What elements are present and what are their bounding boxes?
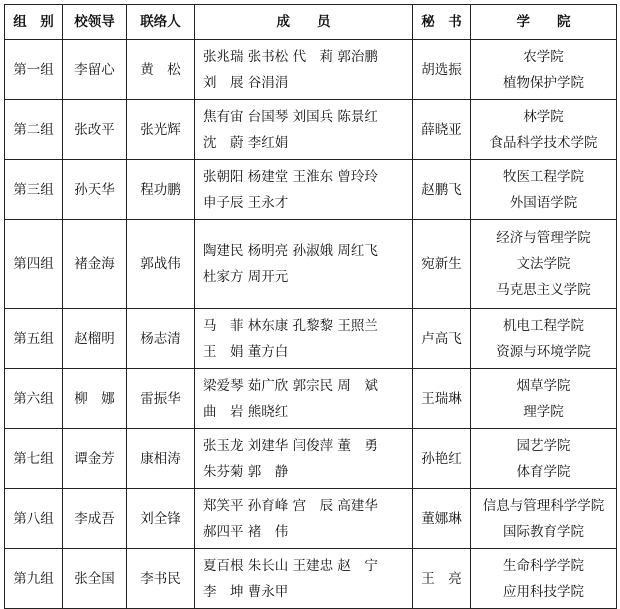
- member-line: 李 坤 曹永甲: [203, 583, 289, 600]
- group-table-container: [4, 4, 617, 609]
- cell-colleges: [471, 160, 617, 220]
- cell-secretary: 王 亮: [413, 549, 471, 609]
- member-line: 马 菲 林东康 孔黎黎 王照兰: [203, 317, 378, 334]
- cell-leader: 孙天华: [63, 160, 127, 220]
- member-line: 张兆瑞 张书松 代 莉 郭治鹏: [203, 48, 378, 65]
- member-line: 郑笑平 孙育峰 宫 辰 高建华: [203, 497, 378, 514]
- header-contact: 联络人: [127, 5, 195, 40]
- cell-contact: 李书民: [127, 549, 195, 609]
- member-line: 朱芬菊 郭 静: [203, 463, 289, 480]
- table-row: [5, 100, 617, 160]
- college-line: 经济与管理学院: [496, 230, 591, 246]
- cell-leader: 赵榴明: [63, 309, 127, 369]
- header-leader: 校领导: [63, 5, 127, 40]
- member-line: 夏百根 朱长山 王建忠 赵 宁: [203, 557, 378, 574]
- cell-colleges: [471, 220, 617, 309]
- cell-leader: 张改平: [63, 100, 127, 160]
- cell-group: 第一组: [5, 40, 63, 100]
- college-line: 信息与管理科学学院: [482, 497, 605, 514]
- member-line: 梁爱琴 茹广欣 郭宗民 周 斌: [203, 377, 378, 394]
- cell-leader: 张全国: [63, 549, 127, 609]
- college-line: 理学院: [523, 403, 564, 420]
- member-line: 申子辰 王永才: [203, 194, 289, 211]
- college-line: 烟草学院: [516, 377, 571, 394]
- cell-members: [195, 40, 413, 100]
- cell-contact: 杨志清: [127, 309, 195, 369]
- cell-secretary: 宛新生: [413, 220, 471, 309]
- college-line: 应用科技学院: [503, 583, 584, 600]
- header-row: [5, 5, 617, 40]
- cell-leader: 褚金海: [63, 220, 127, 309]
- cell-leader: 柳 娜: [63, 369, 127, 429]
- cell-group: 第二组: [5, 100, 63, 160]
- cell-members: [195, 429, 413, 489]
- cell-members: [195, 160, 413, 220]
- college-line: 食品科学技术学院: [489, 134, 598, 151]
- cell-leader: 李成吾: [63, 489, 127, 549]
- member-line: 焦有宙 台国琴 刘国兵 陈景红: [203, 108, 378, 125]
- table-row: [5, 160, 617, 220]
- cell-colleges: [471, 369, 617, 429]
- college-line: 机电工程学院: [503, 317, 584, 334]
- member-line: 张玉龙 刘建华 闫俊萍 董 勇: [203, 437, 378, 454]
- header-college: 学 院: [471, 5, 617, 40]
- group-assignment-table: [4, 4, 617, 609]
- cell-group: 第六组: [5, 369, 63, 429]
- cell-group: 第五组: [5, 309, 63, 369]
- cell-group: 第四组: [5, 220, 63, 309]
- cell-contact: 康相涛: [127, 429, 195, 489]
- cell-secretary: 孙艳红: [413, 429, 471, 489]
- cell-colleges: [471, 429, 617, 489]
- college-line: 国际教育学院: [503, 523, 584, 540]
- table-row: [5, 549, 617, 609]
- member-line: 刘 展 谷涓涓: [203, 74, 289, 91]
- cell-group: 第七组: [5, 429, 63, 489]
- cell-members: [195, 489, 413, 549]
- college-line: 外国语学院: [509, 194, 578, 211]
- table-row: [5, 309, 617, 369]
- cell-members: [195, 549, 413, 609]
- cell-secretary: 董娜琳: [413, 489, 471, 549]
- table-row: [5, 489, 617, 549]
- cell-secretary: 王瑞琳: [413, 369, 471, 429]
- member-line: 郝四平 褚 伟: [203, 523, 289, 540]
- cell-members: [195, 220, 413, 309]
- member-line: 王 娟 董方白: [203, 343, 289, 360]
- cell-secretary: 薛晓亚: [413, 100, 471, 160]
- college-line: 生命科学学院: [503, 557, 584, 574]
- cell-contact: 程功鹏: [127, 160, 195, 220]
- cell-group: 第九组: [5, 549, 63, 609]
- college-line: 植物保护学院: [503, 74, 584, 91]
- college-line: 园艺学院: [516, 437, 571, 454]
- table-row: [5, 429, 617, 489]
- cell-colleges: [471, 309, 617, 369]
- cell-colleges: [471, 489, 617, 549]
- cell-leader: 谭金芳: [63, 429, 127, 489]
- table-row: [5, 220, 617, 309]
- cell-secretary: 赵鹏飞: [413, 160, 471, 220]
- college-line: 林学院: [523, 108, 564, 125]
- cell-contact: 刘全锋: [127, 489, 195, 549]
- header-secretary: 秘 书: [413, 5, 471, 40]
- table-row: [5, 369, 617, 429]
- college-line: 农学院: [523, 48, 564, 65]
- cell-group: 第三组: [5, 160, 63, 220]
- member-line: 沈 蔚 李红娟: [203, 134, 289, 151]
- cell-secretary: 卢高飞: [413, 309, 471, 369]
- header-group: 组 别: [5, 5, 63, 40]
- cell-contact: 郭战伟: [127, 220, 195, 309]
- cell-colleges: [471, 40, 617, 100]
- college-line: 文法学院: [516, 256, 571, 272]
- member-line: 杜家方 周开元: [203, 269, 289, 285]
- cell-contact: 黄 松: [127, 40, 195, 100]
- cell-colleges: [471, 100, 617, 160]
- college-line: 资源与环境学院: [496, 343, 591, 360]
- cell-leader: 李留心: [63, 40, 127, 100]
- cell-contact: 雷振华: [127, 369, 195, 429]
- table-row: [5, 40, 617, 100]
- college-line: 体育学院: [516, 463, 571, 480]
- cell-members: [195, 100, 413, 160]
- college-line: 马克思主义学院: [496, 282, 591, 298]
- cell-members: [195, 309, 413, 369]
- cell-members: [195, 369, 413, 429]
- cell-contact: 张光辉: [127, 100, 195, 160]
- header-members: 成 员: [195, 5, 413, 40]
- member-line: 曲 岩 熊晓红: [203, 403, 289, 420]
- college-line: 牧医工程学院: [503, 168, 584, 185]
- member-line: 张朝阳 杨建堂 王淮东 曾玲玲: [203, 168, 378, 185]
- member-line: 陶建民 杨明亮 孙淑娥 周红飞: [203, 243, 378, 259]
- cell-colleges: [471, 549, 617, 609]
- cell-secretary: 胡选振: [413, 40, 471, 100]
- cell-group: 第八组: [5, 489, 63, 549]
